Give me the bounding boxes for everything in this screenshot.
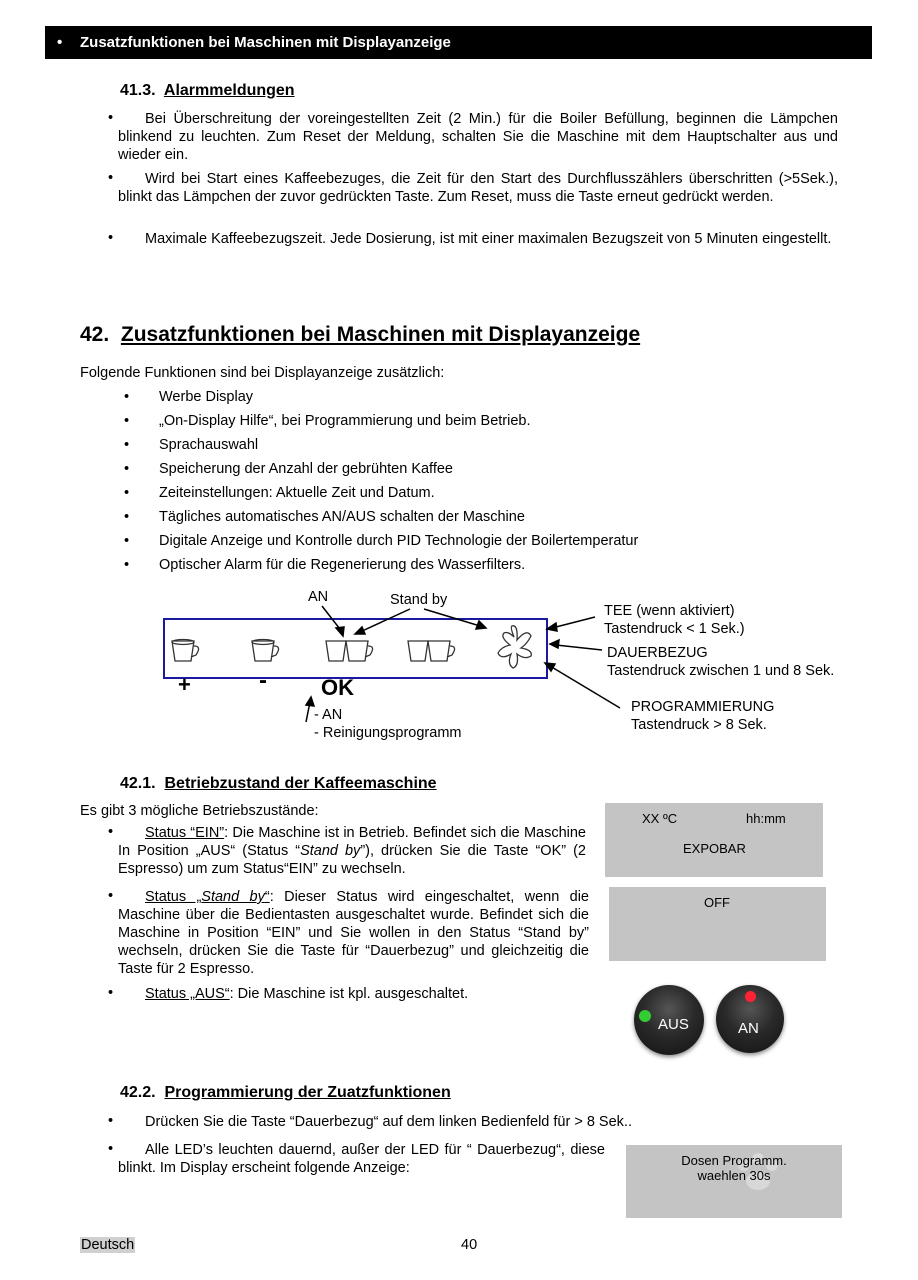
list-item-text: Zeiteinstellungen: Aktuelle Zeit und Datum.: [159, 485, 435, 501]
double-cup-icon: [326, 641, 373, 661]
section-title: Programmierung der Zuatzfunktionen: [164, 1084, 451, 1101]
text: Stand by: [300, 843, 361, 859]
page-number: 40: [461, 1237, 478, 1253]
label-tee-press: Tastendruck < 1 Sek.): [604, 621, 745, 637]
text: “: [264, 889, 270, 905]
section-number: 41.3.: [120, 82, 156, 99]
label-programmierung: PROGRAMMIERUNG: [631, 699, 775, 715]
section-number: 42.1.: [120, 775, 156, 792]
display-line-2: waehlen 30s: [697, 1168, 771, 1183]
bullet: •: [108, 985, 114, 1001]
label-programmierung-press: Tastendruck > 8 Sek.: [631, 717, 767, 733]
list-item-text: Werbe Display: [159, 389, 254, 405]
bullet: •: [108, 230, 114, 246]
status-standby-paragraph: [118, 888, 589, 978]
text: : Die Maschine ist kpl. ausgeschaltet.: [229, 986, 469, 1002]
callout-arrows: [306, 606, 620, 722]
red-led-icon: [745, 991, 756, 1002]
display-brand: EXPOBAR: [683, 841, 746, 856]
text: ”), drücken Sie die Taste “OK” (2 Espresso) um zum Status“EIN” zu wechseln.: [118, 843, 586, 877]
header-title: Zusatzfunktionen bei Maschinen mit Displayanzeige: [80, 34, 451, 51]
panel-frame: [164, 619, 547, 678]
programming-step-2: Alle LED’s leuchten dauernd, außer der LED für “ Dauerbezug“, diese blinkt. Im Display erscheint folgende Anzeige:: [118, 1142, 605, 1176]
label-ok-cleaning: - Reinigungsprogramm: [314, 725, 462, 741]
section-number: 42.2.: [120, 1084, 156, 1101]
bullet: •: [108, 1113, 114, 1129]
section-42-1-intro: Es gibt 3 mögliche Betriebszustände:: [80, 803, 319, 819]
bullet: •: [108, 1141, 114, 1157]
display-off: [609, 887, 826, 961]
plus-key-label: +: [178, 672, 191, 697]
alarm-paragraph-3: Maximale Kaffeebezugszeit. Jede Dosierung, ist mit einer maximalen Bezugszeit von 5 Minuten eingestellt.: [145, 231, 832, 247]
minus-key-label: -: [259, 667, 267, 694]
list-item-text: Tägliches automatisches AN/AUS schalten der Maschine: [159, 509, 525, 525]
text: : Dieser Status wird eingeschaltet, wenn die Maschine über die Bedientasten ausgeschaltet wurde. Befindet sich die Maschine in Position “EIN” und Sie wollen in den Status “Stand by” wechseln, drücken Sie die Taste für “Dauerbezug” und gleichzeitig die Taste für 2 Espresso.: [118, 889, 589, 977]
status-ein-label: Status “EIN”: [145, 825, 225, 841]
bullet: •: [108, 888, 114, 904]
display-ein: [605, 803, 823, 877]
alarm-paragraph-1: Bei Überschreitung der voreingestellten Zeit (2 Min.) für die Boiler Befüllung, beginnen die Lämpchen blinkend zu leuchten. Zum Reset der Meldung, schalten Sie die Maschine mit dem Hauptschalter aus und wieder ein.: [118, 111, 838, 163]
bullet: •: [108, 824, 114, 840]
list-item: • „On-Display Hilfe“, bei Programmierung und beim Betrieb.: [124, 409, 129, 433]
status-aus-label: Status „AUS“: [145, 986, 230, 1002]
ok-key-label: OK: [321, 675, 354, 700]
status-ein-paragraph: [118, 824, 586, 878]
section-title: Betriebzustand der Kaffeemaschine: [164, 775, 437, 792]
text: Status „: [145, 889, 202, 905]
section-42-intro: Folgende Funktionen sind bei Displayanzeige zusätzlich:: [80, 365, 445, 381]
label-an: AN: [308, 589, 329, 605]
bullet: •: [57, 34, 63, 51]
display-programming: [626, 1145, 842, 1218]
text: Stand by: [201, 889, 265, 905]
footer-language: Deutsch: [81, 1237, 135, 1253]
green-led-icon: [639, 1010, 651, 1022]
label-dauerbezug-press: Tastendruck zwischen 1 und 8 Sek.: [607, 663, 835, 679]
label-tee: TEE (wenn aktiviert): [604, 603, 735, 619]
single-cup-icon: [172, 640, 199, 662]
aus-label: AUS: [658, 1016, 689, 1033]
list-item: • Digitale Anzeige und Kontrolle durch PID Technologie der Boilertemperatur: [124, 529, 129, 553]
text: : Die Maschine ist in Betrieb. Befindet sich die Maschine In Position „AUS“ (Status “: [118, 825, 587, 859]
continuous-flow-icon: [498, 626, 531, 668]
list-item-text: Optischer Alarm für die Regenerierung des Wasserfilters.: [159, 557, 526, 573]
an-label: AN: [738, 1020, 759, 1037]
label-standby: Stand by: [390, 592, 448, 608]
programming-step-1: Drücken Sie die Taste “Dauerbezug“ auf dem linken Bedienfeld für > 8 Sek..: [145, 1114, 632, 1130]
list-item: • Zeiteinstellungen: Aktuelle Zeit und Datum.: [124, 481, 129, 505]
status-aus-paragraph: [118, 985, 589, 1003]
list-item-text: Speicherung der Anzahl der gebrühten Kaffee: [159, 461, 453, 477]
list-item: • Sprachauswahl: [124, 433, 129, 457]
list-item-text: „On-Display Hilfe“, bei Programmierung und beim Betrieb.: [159, 413, 531, 429]
display-temperature: XX ºC: [642, 811, 678, 826]
display-line-1: Dosen Programm.: [681, 1153, 787, 1168]
bullet: •: [108, 170, 114, 186]
bullet: •: [108, 110, 114, 126]
list-item: • Werbe Display: [124, 385, 129, 409]
an-knob: [716, 985, 784, 1053]
status-standby-label: [145, 889, 270, 905]
section-42-2-heading: [120, 1084, 451, 1102]
list-item-text: Digitale Anzeige und Kontrolle durch PID Technologie der Boilertemperatur: [159, 533, 639, 549]
list-item: • Speicherung der Anzahl der gebrühten Kaffee: [124, 457, 129, 481]
double-cup-icon: [408, 641, 455, 661]
label-ok-an: - AN: [314, 707, 343, 723]
section-title: Alarmmeldungen: [163, 82, 295, 99]
section-42-1-heading: [120, 775, 437, 793]
aus-knob: [634, 985, 704, 1055]
display-time: hh:mm: [746, 811, 786, 826]
section-number: 42.: [80, 323, 110, 346]
label-dauerbezug: DAUERBEZUG: [607, 645, 708, 661]
list-item: • Optischer Alarm für die Regenerierung des Wasserfilters.: [124, 553, 129, 577]
list-item-text: Sprachauswahl: [159, 437, 259, 453]
single-cup-icon: [252, 640, 279, 662]
display-off-text: OFF: [704, 895, 730, 910]
alarm-paragraph-2: Wird bei Start eines Kaffeebezuges, die Zeit für den Start des Durchflusszählers überschritten (>5Sek.), blinkt das Lämpchen der zuvor gedrückten Taste. Zum Reset, muss die Taste erneut gedrückt werden.: [118, 171, 838, 205]
section-title: Zusatzfunktionen bei Maschinen mit Displayanzeige: [120, 323, 641, 346]
list-item: • Tägliches automatisches AN/AUS schalten der Maschine: [124, 505, 129, 529]
